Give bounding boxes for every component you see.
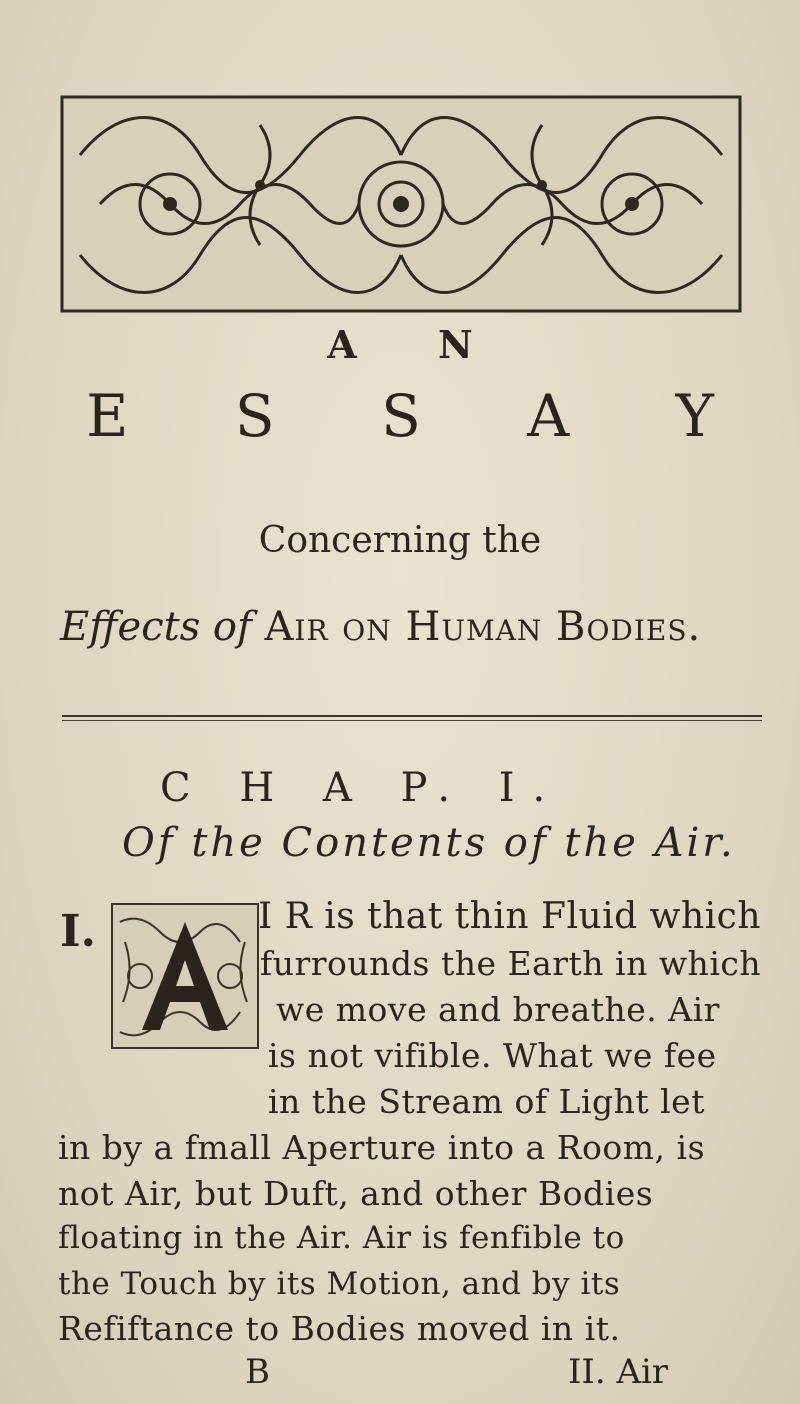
chapter-heading: C H A P. I. <box>160 765 564 811</box>
section-numeral: I. <box>60 906 96 957</box>
double-rule-divider <box>62 715 762 723</box>
text-line: in by a fmall Aperture into a Room, is <box>58 1128 705 1167</box>
text-line: Refiftance to Bodies moved in it. <box>58 1309 621 1348</box>
text-line: we move and breathe. Air <box>276 990 720 1029</box>
text-line: the Touch by its Motion, and by its <box>58 1266 621 1302</box>
text-line: in the Stream of Light let <box>268 1082 705 1121</box>
catchword: II. Air <box>568 1352 669 1392</box>
title-effects-smallcaps: Air on Human Bodies. <box>264 604 702 650</box>
title-concerning: Concerning the <box>258 520 542 561</box>
text-line: not Air, but Duft, and other Bodies <box>58 1174 654 1213</box>
text-line: furrounds the Earth in which <box>260 944 762 983</box>
text-line: is not vifible. What we fee <box>268 1036 717 1075</box>
signature-mark: B <box>245 1352 270 1392</box>
title-effects <box>60 604 760 650</box>
decorated-initial-letter-icon <box>110 902 260 1050</box>
chapter-subtitle: Of the Contents of the Air. <box>122 820 736 866</box>
text-line: I R is that thin Fluid which <box>258 896 762 937</box>
ornamental-headpiece <box>60 95 742 313</box>
title-essay: E S S A Y <box>86 382 758 450</box>
text-line: floating in the Air. Air is fenfible to <box>58 1220 625 1256</box>
title-effects-italic: Effects of <box>60 604 252 650</box>
title-an: A N <box>327 322 507 367</box>
